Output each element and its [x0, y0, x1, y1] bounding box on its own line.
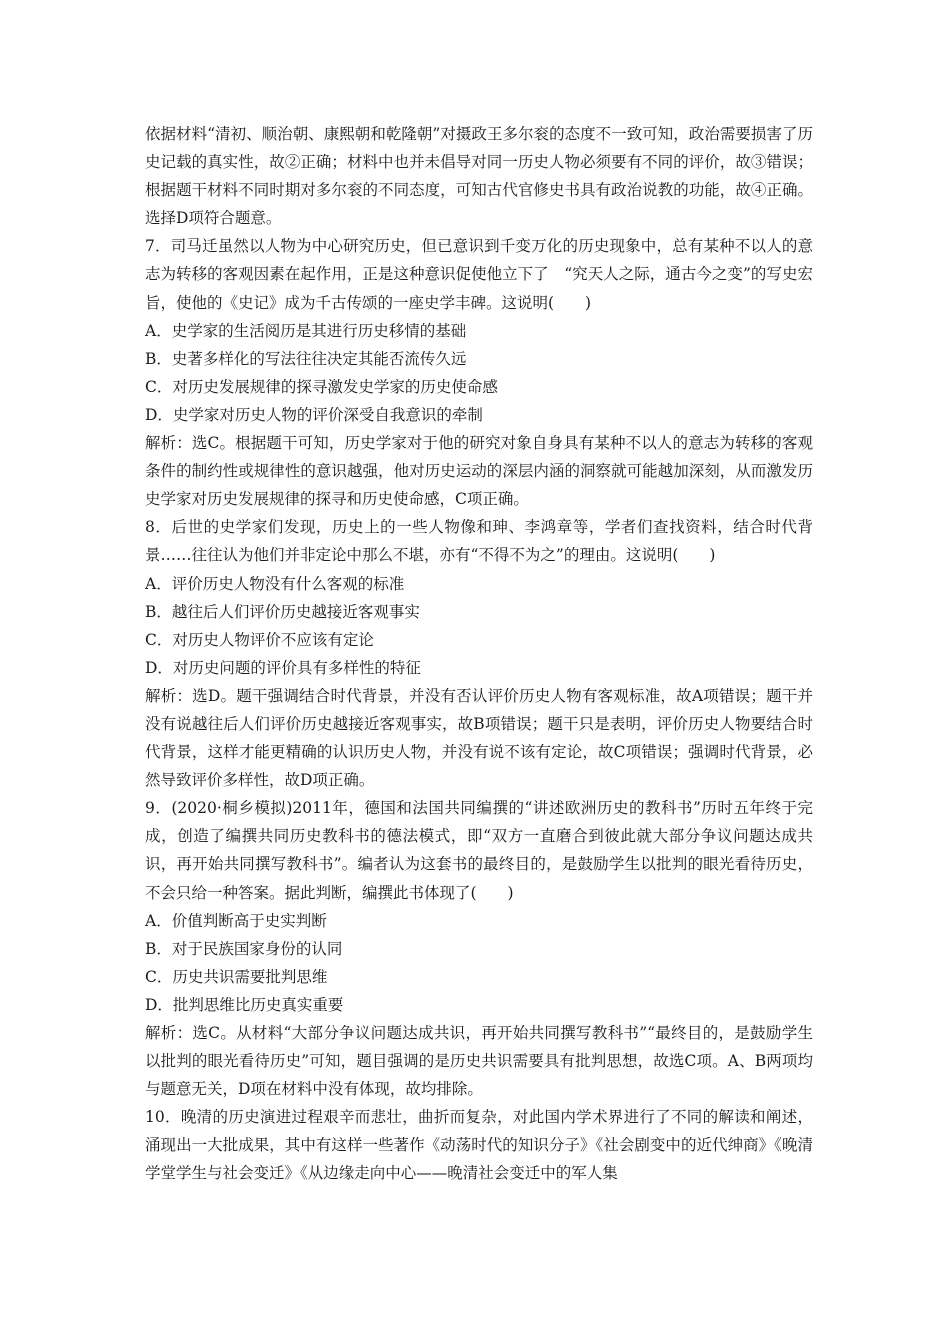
question-8: [145, 513, 813, 794]
option-b: B．越往后人们评价历史越接近客观事实: [145, 602, 420, 621]
question-10: [145, 1103, 813, 1187]
question-9: [145, 794, 813, 1103]
option-d: D．史学家对历史人物的评价深受自我意识的牵制: [145, 405, 483, 424]
option-a: A．评价历史人物没有什么客观的标准: [145, 574, 405, 593]
option-b: B．对于民族国家身份的认同: [145, 939, 343, 958]
question-stem: 10．晚清的历史演进过程艰辛而悲壮，曲折而复杂，对此国内学术界进行了不同的解读和阐述，涌现出一大批成果，其中有这样一些著作《动荡时代的知识分子》《社会剧变中的近代绅商》《晚清学堂学生与社会变迁》《从边缘走向中心——晚清社会变迁中的军人集: [145, 1108, 813, 1183]
question-stem: 8．后世的史学家们发现，历史上的一些人物像和珅、李鸿章等，学者们查找资料，结合时代背景……往往认为他们并非定论中那么不堪，亦有“不得不为之”的理由。这说明( ): [145, 518, 813, 565]
question-analysis: 解析：选C。从材料“大部分争议问题达成共识，再开始共同撰写教科书”“最终目的，是鼓励学生以批判的眼光看待历史”可知，题目强调的是历史共识需要具有批判思想，故选C项。A、B两项均与题意无关，D项在材料中没有体现，故均排除。: [145, 1024, 813, 1099]
option-c: C．对历史发展规律的探寻激发史学家的历史使命感: [145, 377, 498, 396]
option-c: C．历史共识需要批判思维: [145, 967, 328, 986]
question-stem: 9．(2020·桐乡模拟)2011年，德国和法国共同编撰的“讲述欧洲历史的教科书”历时五年终于完成，创造了编撰共同历史教科书的德法模式，即“双方一直磨合到彼此就大部分争议问题达成共识，再开始共同撰写教科书”。编者认为这套书的最终目的，是鼓励学生以批判的眼光看待历史，不会只给一种答案。据此判断，编撰此书体现了( ): [145, 799, 813, 902]
question-analysis: 解析：选C。根据题干可知，历史学家对于他的研究对象自身具有某种不以人的意志为转移的客观条件的制约性或规律性的意识越强，他对历史运动的深层内涵的洞察就可能越加深刻，从而激发历史学家对历史发展规律的探寻和历史使命感，C项正确。: [145, 434, 813, 509]
option-b: B．史著多样化的写法往往决定其能否流传久远: [145, 349, 467, 368]
question-analysis: 解析：选D。题干强调结合时代背景，并没有否认评价历史人物有客观标准，故A项错误；题干并没有说越往后人们评价历史越接近客观事实，故B项错误；题干只是表明，评价历史人物要结合时代背景，这样才能更精确的认识历史人物，并没有说不该有定论，故C项错误；强调时代背景，必然导致评价多样性，故D项正确。: [145, 686, 813, 790]
question-7: [145, 232, 813, 513]
question-stem: 7．司马迁虽然以人物为中心研究历史，但已意识到千变万化的历史现象中，总有某种不以人的意志为转移的客观因素在起作用，正是这种意识促使他立下了 “究天人之际，通古今之变”的写史宏旨，使他的《史记》成为千古传颂的一座史学丰碑。这说明( ): [145, 237, 813, 312]
q6-analysis-continuation: 依据材料“清初、顺治朝、康熙朝和乾隆朝”对摄政王多尔衮的态度不一致可知，政治需要损害了历史记载的真实性，故②正确；材料中也并未倡导对同一历史人物必须要有不同的评价，故③错误；根据题干材料不同时期对多尔衮的不同态度，可知古代官修史书具有政治说教的功能，故④正确。选择D项符合题意。: [145, 125, 813, 228]
option-d: D．对历史问题的评价具有多样性的特征: [145, 658, 421, 677]
option-a: A．史学家的生活阅历是其进行历史移情的基础: [145, 321, 467, 340]
document-page: [145, 120, 813, 1188]
option-c: C．对历史人物评价不应该有定论: [145, 630, 374, 649]
option-d: D．批判思维比历史真实重要: [145, 995, 344, 1014]
option-a: A．价值判断高于史实判断: [145, 911, 327, 930]
